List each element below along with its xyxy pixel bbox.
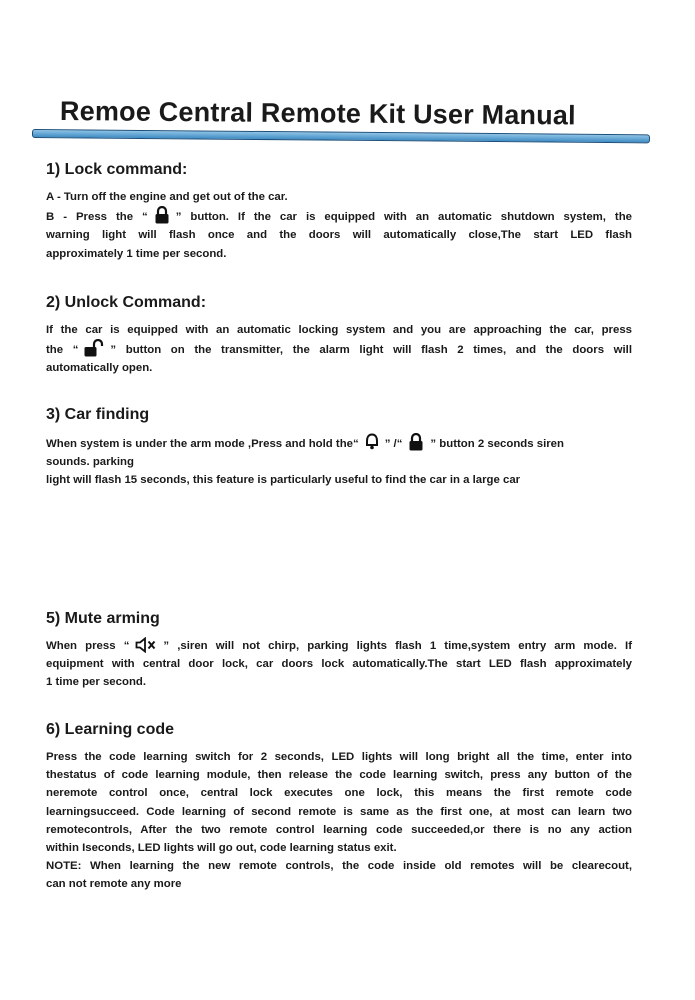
text-fragment: ” button. If the car is equipped with an automatic shutdown system, the [175,211,632,224]
text-line: within Iseconds, LED lights will go out, code learning status exit. [46,842,397,855]
text-line [46,637,632,655]
text-line: sounds. parking [46,456,134,469]
text-line: warning light will flash once and the doors will automatically close,The start LED flash [46,229,632,242]
text-fragment: ” /“ [384,438,403,450]
padlock-closed-icon [408,433,424,451]
padlock-closed-icon [154,206,170,224]
text-fragment: When system is under the arm mode ,Press and hold the“ [46,438,359,450]
section-lock-command [46,161,632,263]
section-body [46,188,632,263]
text-fragment: ” button on the transmitter, the alarm light will flash 2 times, and the doors will [110,344,633,357]
text-fragment: B - Press the “ [46,211,148,224]
text-fragment: the “ [46,344,79,357]
text-line: equipment with central door lock, car doors lock automatically.The start LED flash approximately [46,658,632,671]
text-line [46,433,632,453]
text-line: If the car is equipped with an automatic locking system and you are approaching the car, press [46,324,632,336]
section-body [46,748,632,894]
text-line: can not remote any more [46,878,182,891]
text-fragment: ” button 2 seconds siren [430,438,564,450]
text-fragment: ” ,siren will not chirp, parking lights flash 1 time,system entry arm mode. If [163,640,632,652]
section-unlock-command [46,294,632,378]
section-body [46,321,632,378]
text-fragment: When press “ [46,640,130,652]
text-line: thestatus of code learning module, then release the code learning switch, press any button of the [46,769,632,782]
text-line: automatically open. [46,362,153,375]
text-line: approximately 1 time per second. [46,247,227,260]
text-line: 1 time per second. [46,676,147,689]
text-line: learningsucceed. Code learning of second remote is same as the first one, at most can learn two [46,805,632,818]
section-heading: 1) Lock command: [46,161,188,178]
text-line: Press the code learning switch for 2 seconds, LED lights will long bright all the time, enter into [46,751,632,763]
section-heading: 2) Unlock Command: [46,294,207,311]
section-learning-code [46,721,632,894]
section-mute-arming [46,610,632,692]
section-heading: 5) Mute arming [46,610,160,627]
padlock-open-icon [84,339,104,357]
text-line [46,339,632,359]
section-heading: 3) Car finding [46,406,150,423]
locate-bell-icon [365,433,379,451]
text-line: neremote control once, central lock executes one lock, this means the first remote code [46,787,632,800]
text-line: remotecontrols, After the two remote control learning code succeeded,or there is no any action [46,823,632,836]
section-heading: 6) Learning code [46,721,175,738]
text-line [46,206,632,226]
page-title: Remoe Central Remote Kit User Manual [59,96,576,131]
text-line: NOTE: When learning the new remote controls, the code inside old remotes will be clearecout, [46,860,632,873]
speaker-mute-icon [135,637,157,653]
text-line: A - Turn off the engine and get out of the car. [46,191,288,203]
section-body [46,433,632,490]
section-body [46,637,632,692]
text-line: light will flash 15 seconds, this feature is particularly useful to find the car in a large car [46,474,521,487]
section-car-finding [46,406,632,490]
